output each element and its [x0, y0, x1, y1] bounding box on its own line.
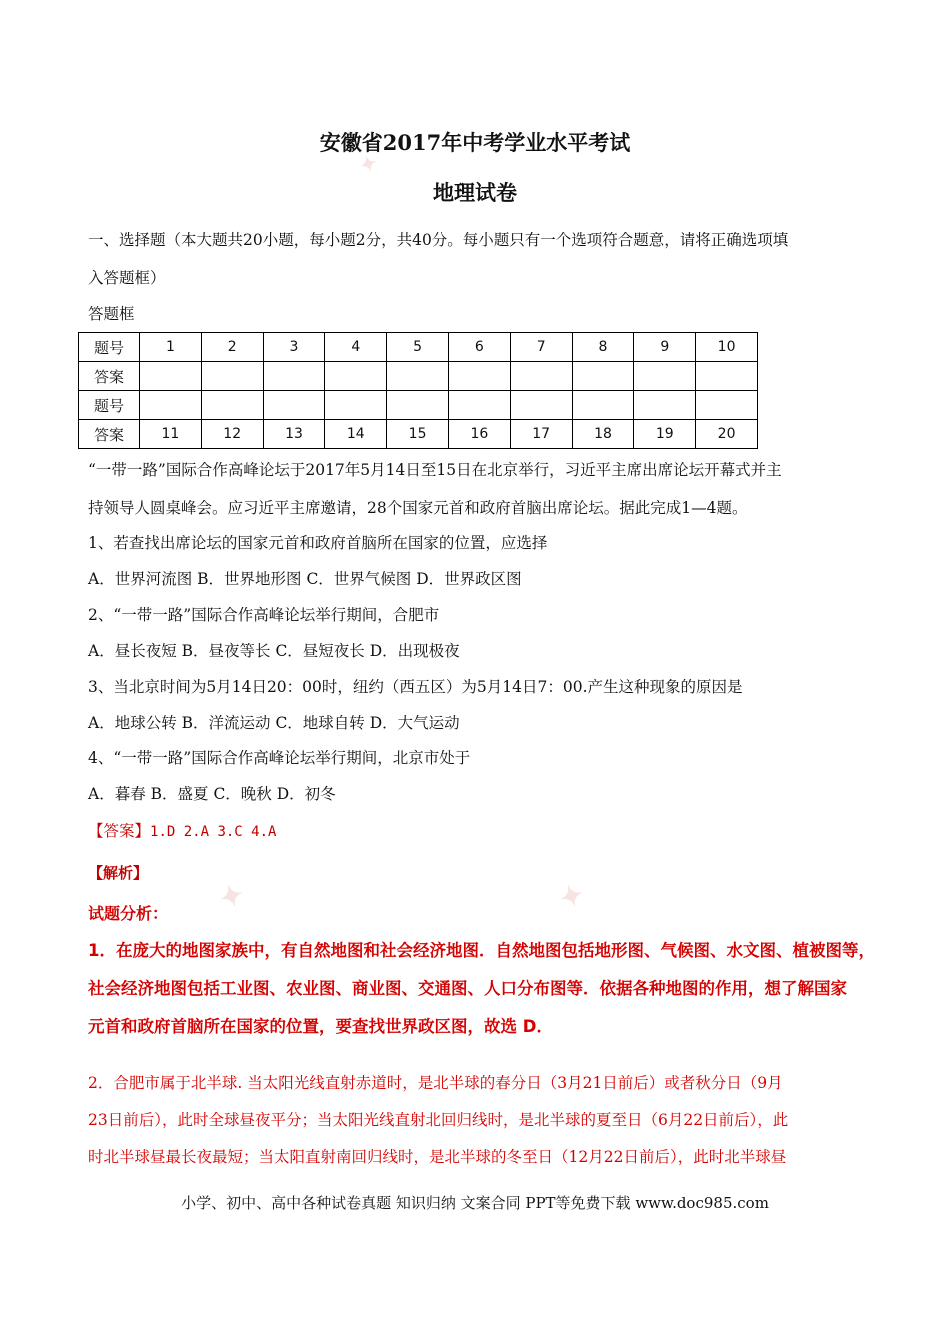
table-cell[interactable]: [140, 391, 202, 420]
watermark-icon: ✦: [555, 877, 588, 916]
table-cell[interactable]: [201, 391, 263, 420]
table-cell: 17: [510, 420, 572, 449]
table-cell: 15: [387, 420, 449, 449]
row-label: 答案: [79, 362, 140, 391]
analysis-p2-line3: 时北半球昼最长夜最短；当太阳直射南回归线时，是北半球的冬至日（12月22日前后），此时北半球昼: [88, 1148, 787, 1166]
table-cell: 16: [448, 420, 510, 449]
table-cell: 13: [263, 420, 325, 449]
table-cell[interactable]: [696, 362, 758, 391]
question-3-stem: 3、当北京时间为5月14日20：00时，纽约（西五区）为5月14日7：00.产生这种现象的原因是: [88, 678, 743, 696]
table-cell[interactable]: [325, 362, 387, 391]
watermark-icon: ✦: [356, 149, 381, 179]
question-4-stem: 4、“一带一路”国际合作高峰论坛举行期间，北京市处于: [88, 749, 471, 767]
question-1-options: A．世界河流图 B．世界地形图 C．世界气候图 D．世界政区图: [88, 570, 522, 588]
table-cell: 20: [696, 420, 758, 449]
analysis-p1-line3: 元首和政府首脑所在国家的位置，要查找世界政区图，故选 D．: [88, 1017, 553, 1036]
analysis-p1-line1: 1．在庞大的地图家族中，有自然地图和社会经济地图．自然地图包括地形图、气候图、水文图、植被图等，: [88, 941, 875, 960]
answer-label: 【答案】: [88, 822, 151, 840]
table-cell[interactable]: [263, 391, 325, 420]
table-cell: 14: [325, 420, 387, 449]
table-cell[interactable]: [510, 391, 572, 420]
question-3-options: A．地球公转 B．洋流运动 C．地球自转 D．大气运动: [88, 714, 460, 732]
answer-line: [88, 819, 276, 841]
table-cell[interactable]: [201, 362, 263, 391]
table-cell[interactable]: [325, 391, 387, 420]
page-footer: 小学、初中、高中各种试卷真题 知识归纳 文案合同 PPT等免费下载 www.doc985.com: [181, 1194, 769, 1212]
table-row: [79, 420, 758, 449]
page-subtitle: 地理试卷: [433, 180, 517, 205]
table-cell[interactable]: [696, 391, 758, 420]
table-row: [79, 391, 758, 420]
question-4-options: A．暮春 B．盛夏 C．晚秋 D．初冬: [88, 785, 336, 803]
row-label: 答案: [79, 420, 140, 449]
table-cell: 10: [696, 333, 758, 362]
table-cell[interactable]: [263, 362, 325, 391]
table-cell: 12: [201, 420, 263, 449]
question-2-stem: 2、“一带一路”国际合作高峰论坛举行期间，合肥市: [88, 606, 440, 624]
analysis-p2-line1: 2．合肥市属于北半球. 当太阳光线直射赤道时，是北半球的春分日（3月21日前后）或者秋分日（9月: [88, 1074, 783, 1092]
table-cell: 1: [140, 333, 202, 362]
table-row: [79, 333, 758, 362]
table-cell[interactable]: [510, 362, 572, 391]
analysis-subheading: 试题分析：: [88, 904, 169, 923]
watermark-icon: ✦: [215, 877, 248, 916]
table-cell: 5: [387, 333, 449, 362]
question-1-stem: 1、若查找出席论坛的国家元首和政府首脑所在国家的位置，应选择: [88, 534, 548, 552]
table-cell: 19: [634, 420, 696, 449]
table-cell: 9: [634, 333, 696, 362]
question-2-options: A．昼长夜短 B．昼夜等长 C．昼短夜长 D．出现极夜: [88, 642, 460, 660]
answer-table: [78, 332, 758, 449]
page-title: 安徽省2017年中考学业水平考试: [319, 130, 631, 155]
table-cell: 18: [572, 420, 634, 449]
row-label: 题号: [79, 391, 140, 420]
table-cell: 3: [263, 333, 325, 362]
table-cell[interactable]: [448, 362, 510, 391]
table-cell: 4: [325, 333, 387, 362]
table-row: [79, 362, 758, 391]
table-cell[interactable]: [572, 391, 634, 420]
passage-line2: 持领导人圆桌峰会。应习近平主席邀请，28个国家元首和政府首脑出席论坛。据此完成1—4题。: [88, 499, 748, 517]
table-cell: 8: [572, 333, 634, 362]
table-cell[interactable]: [634, 362, 696, 391]
analysis-label: 【解析】: [88, 864, 149, 882]
section-instruction-line1: 一、选择题（本大题共20小题，每小题2分，共40分。每小题只有一个选项符合题意，请将正确选项填: [88, 231, 789, 249]
row-label: 题号: [79, 333, 140, 362]
table-cell[interactable]: [387, 362, 449, 391]
table-cell[interactable]: [387, 391, 449, 420]
table-cell: 6: [448, 333, 510, 362]
table-cell: 11: [140, 420, 202, 449]
answer-text: 1.D 2.A 3.C 4.A: [150, 824, 277, 840]
table-cell[interactable]: [140, 362, 202, 391]
passage-line1: “一带一路”国际合作高峰论坛于2017年5月14日至15日在北京举行，习近平主席出席论坛开幕式并主: [88, 461, 782, 479]
answer-box-label: 答题框: [88, 305, 135, 323]
section-instruction-line2: 入答题框）: [88, 269, 166, 287]
table-cell[interactable]: [634, 391, 696, 420]
table-cell[interactable]: [448, 391, 510, 420]
table-cell[interactable]: [572, 362, 634, 391]
analysis-p1-line2: 社会经济地图包括工业图、农业图、商业图、交通图、人口分布图等．依据各种地图的作用，想了解国家: [88, 979, 847, 998]
table-cell: 7: [510, 333, 572, 362]
analysis-p2-line2: 23日前后），此时全球昼夜平分；当太阳光线直射北回归线时，是北半球的夏至日（6月22日前后），此: [88, 1111, 789, 1129]
table-cell: 2: [201, 333, 263, 362]
